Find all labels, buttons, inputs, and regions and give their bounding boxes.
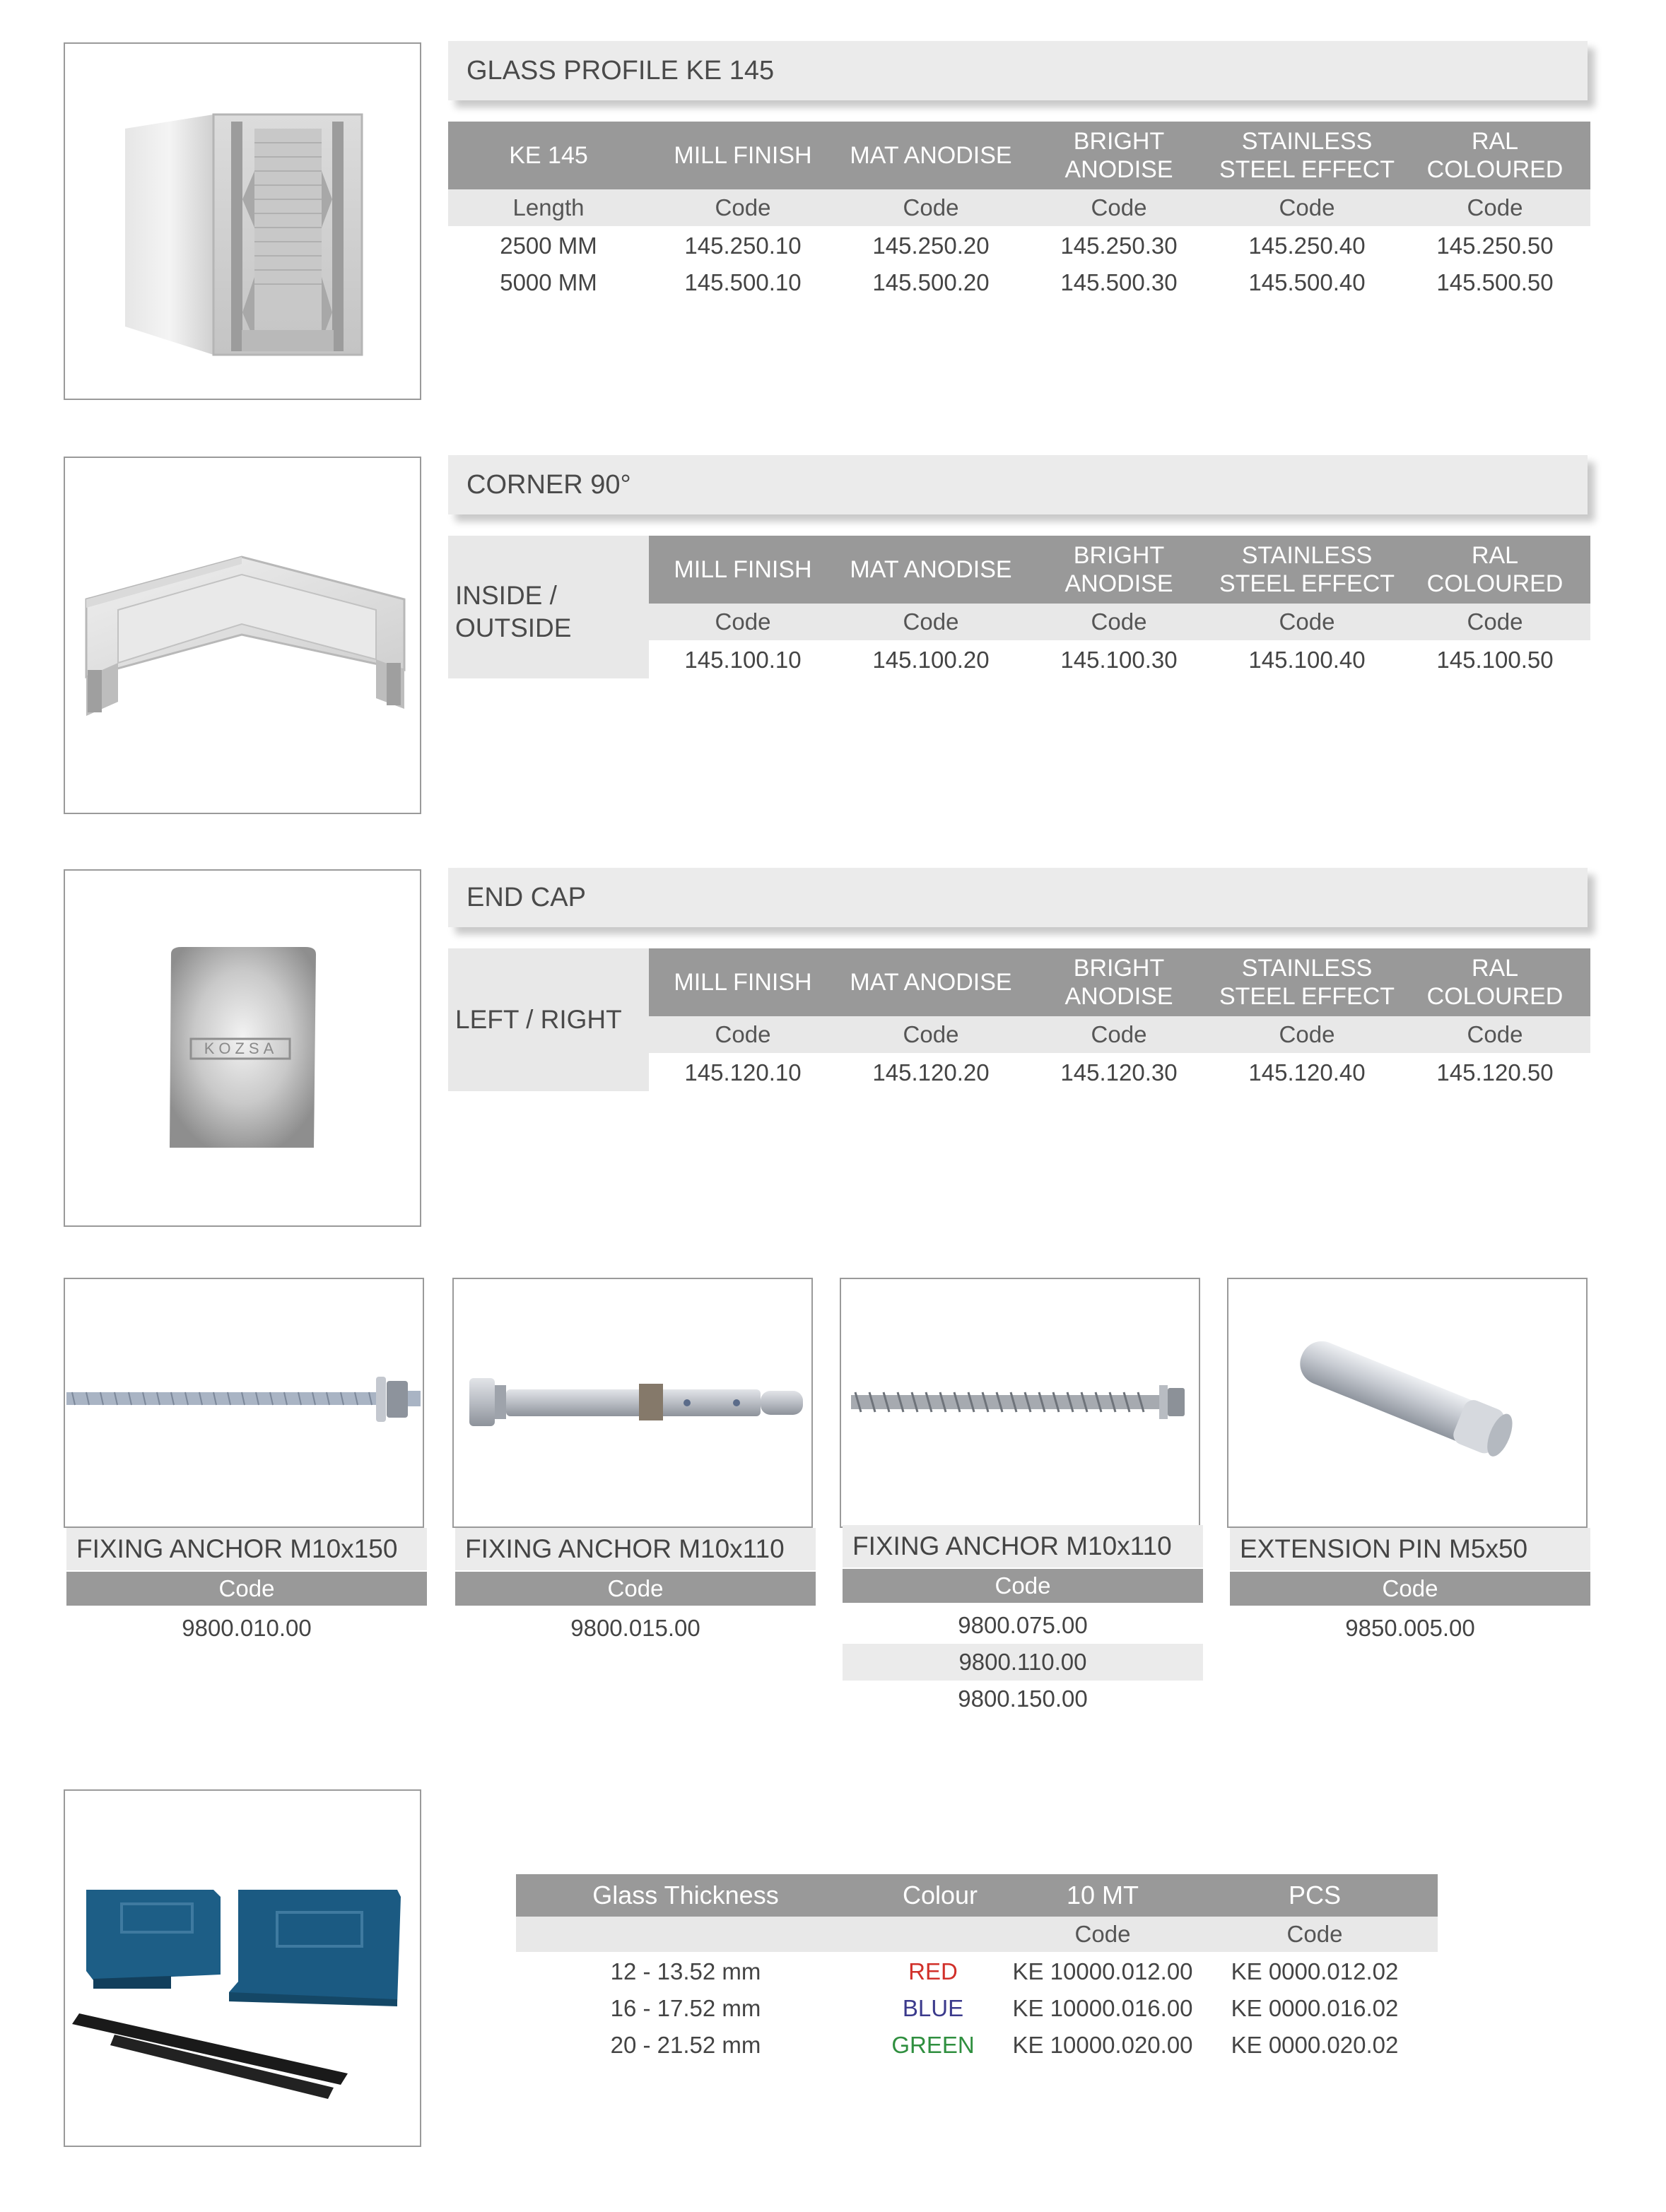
profile-image-box bbox=[64, 42, 421, 400]
profile-header-ral: RAL COLOURED bbox=[1426, 128, 1564, 183]
anchor-screw-image-box bbox=[840, 1278, 1200, 1528]
profile-row1-code: 145.250.10 bbox=[684, 233, 802, 259]
end-cap-logo-text: KOZSA bbox=[204, 1040, 278, 1057]
anchor-3-code-2: 9800.110.00 bbox=[843, 1644, 1203, 1681]
profile-row1-code: 145.250.20 bbox=[872, 233, 990, 259]
corner-row-label: INSIDE / OUTSIDE bbox=[455, 581, 572, 642]
profile-row1-code: 145.250.50 bbox=[1436, 233, 1554, 259]
anchor-2-title: FIXING ANCHOR M10x110 bbox=[455, 1528, 816, 1570]
profile-title: GLASS PROFILE KE 145 bbox=[448, 41, 1588, 100]
anchor-m10x110-image-box bbox=[452, 1278, 813, 1528]
gasket-row2-thickness: 16 - 17.52 mm bbox=[610, 1995, 761, 2021]
gasket-header-pcs: PCS bbox=[1288, 1881, 1342, 1910]
endcap-sub-code: Code bbox=[903, 1021, 959, 1047]
endcap-code: 145.120.10 bbox=[684, 1059, 802, 1086]
endcap-title: END CAP bbox=[448, 868, 1588, 927]
anchor-2-code-label: Code bbox=[455, 1572, 816, 1606]
profile-row1-code: 145.250.40 bbox=[1248, 233, 1366, 259]
profile-header-stainless: STAINLESS STEEL EFFECT bbox=[1219, 128, 1395, 183]
endcap-code: 145.120.30 bbox=[1060, 1059, 1178, 1086]
gasket-row3-colour: GREEN bbox=[891, 2032, 975, 2058]
profile-header-mill-finish: MILL FINISH bbox=[674, 142, 812, 169]
extension-pin-image bbox=[1228, 1279, 1586, 1526]
profile-row2-code: 145.500.40 bbox=[1248, 269, 1366, 295]
gasket-row3-10mt: KE 10000.020.00 bbox=[1012, 2032, 1193, 2058]
profile-sub-code: Code bbox=[1279, 194, 1335, 220]
profile-row2-code: 145.500.20 bbox=[872, 269, 990, 295]
endcap-sub-code: Code bbox=[1091, 1021, 1147, 1047]
corner-sub-code: Code bbox=[1279, 608, 1335, 635]
gasket-header-10mt: 10 MT bbox=[1066, 1881, 1139, 1910]
endcap-code: 145.120.20 bbox=[872, 1059, 990, 1086]
gasket-sub-code: Code bbox=[1286, 1921, 1343, 1947]
gasket-image-box bbox=[64, 1789, 421, 2147]
concrete-screw-image bbox=[841, 1279, 1199, 1526]
endcap-sub-code: Code bbox=[1279, 1021, 1335, 1047]
profile-row1-length: 2500 MM bbox=[500, 233, 597, 259]
corner-title: CORNER 90° bbox=[448, 455, 1588, 514]
corner-header-mill-finish: MILL FINISH bbox=[674, 556, 812, 583]
gasket-table bbox=[516, 1874, 1438, 2058]
endcap-row-label: LEFT / RIGHT bbox=[455, 1005, 622, 1034]
profile-sub-length: Length bbox=[512, 194, 585, 220]
gasket-row1-colour: RED bbox=[908, 1958, 958, 1984]
anchor-4-code-label: Code bbox=[1230, 1572, 1590, 1606]
gasket-header-colour: Colour bbox=[902, 1881, 978, 1910]
profile-sub-code: Code bbox=[1467, 194, 1523, 220]
endcap-header-bright-anodise: BRIGHT ANODISE bbox=[1064, 955, 1173, 1010]
profile-sub-code: Code bbox=[715, 194, 771, 220]
corner-table bbox=[448, 536, 1590, 678]
corner-code: 145.100.40 bbox=[1248, 647, 1366, 673]
endcap-header-ral: RAL COLOURED bbox=[1426, 955, 1564, 1010]
anchor-3-code-label: Code bbox=[843, 1569, 1203, 1603]
gasket-row1-thickness: 12 - 13.52 mm bbox=[610, 1958, 761, 1984]
corner-code: 145.100.50 bbox=[1436, 647, 1554, 673]
anchor-3-code-3: 9800.150.00 bbox=[958, 1686, 1088, 1712]
corner-code: 145.100.30 bbox=[1060, 647, 1178, 673]
gasket-row3-pcs: KE 0000.020.02 bbox=[1231, 2032, 1399, 2058]
anchor-4-code: 9850.005.00 bbox=[1345, 1615, 1475, 1641]
gasket-row1-pcs: KE 0000.012.02 bbox=[1231, 1958, 1399, 1984]
endcap-sub-code: Code bbox=[715, 1021, 771, 1047]
profile-sub-code: Code bbox=[1091, 194, 1147, 220]
gasket-row3-thickness: 20 - 21.52 mm bbox=[610, 2032, 761, 2058]
endcap-image-box bbox=[64, 869, 421, 1227]
gasket-sub-code: Code bbox=[1074, 1921, 1131, 1947]
sleeve-anchor-image bbox=[454, 1279, 811, 1526]
anchor-2-code: 9800.015.00 bbox=[570, 1615, 700, 1641]
gasket-header-thickness: Glass Thickness bbox=[592, 1881, 779, 1910]
corner-sub-code: Code bbox=[903, 608, 959, 635]
profile-table bbox=[448, 122, 1590, 308]
anchor-1-title: FIXING ANCHOR M10x150 bbox=[66, 1528, 427, 1570]
profile-row2-code: 145.500.50 bbox=[1436, 269, 1554, 295]
profile-header-ke145: KE 145 bbox=[509, 142, 588, 169]
anchor-1-code-label: Code bbox=[66, 1572, 427, 1606]
endcap-table bbox=[448, 948, 1590, 1091]
endcap-sub-code: Code bbox=[1467, 1021, 1523, 1047]
anchor-1-code: 9800.010.00 bbox=[182, 1615, 312, 1641]
profile-header-mat-anodise: MAT ANODISE bbox=[850, 142, 1012, 169]
profile-row2-code: 145.500.10 bbox=[684, 269, 802, 295]
corner-profile-image bbox=[65, 458, 420, 813]
corner-header-stainless: STAINLESS STEEL EFFECT bbox=[1219, 542, 1395, 597]
corner-image-box bbox=[64, 457, 421, 814]
corner-code: 145.100.10 bbox=[684, 647, 802, 673]
corner-header-mat-anodise: MAT ANODISE bbox=[850, 556, 1012, 583]
endcap-header-mill-finish: MILL FINISH bbox=[674, 969, 812, 996]
corner-sub-code: Code bbox=[1091, 608, 1147, 635]
anchor-m10x150-image-box bbox=[64, 1278, 424, 1528]
profile-row1-code: 145.250.30 bbox=[1060, 233, 1178, 259]
gasket-image bbox=[65, 1791, 420, 2146]
anchor-4-title: EXTENSION PIN M5x50 bbox=[1230, 1528, 1590, 1570]
profile-header-bright-anodise: BRIGHT ANODISE bbox=[1064, 128, 1173, 183]
profile-row2-code: 145.500.30 bbox=[1060, 269, 1178, 295]
glass-profile-image bbox=[65, 44, 420, 399]
endcap-code: 145.120.40 bbox=[1248, 1059, 1366, 1086]
gasket-row2-10mt: KE 10000.016.00 bbox=[1012, 1995, 1193, 2021]
gasket-row2-pcs: KE 0000.016.02 bbox=[1231, 1995, 1399, 2021]
corner-code: 145.100.20 bbox=[872, 647, 990, 673]
gasket-row1-10mt: KE 10000.012.00 bbox=[1012, 1958, 1193, 1984]
profile-sub-code: Code bbox=[903, 194, 959, 220]
endcap-header-stainless: STAINLESS STEEL EFFECT bbox=[1219, 955, 1395, 1010]
corner-header-bright-anodise: BRIGHT ANODISE bbox=[1064, 542, 1173, 597]
corner-sub-code: Code bbox=[715, 608, 771, 635]
endcap-header-mat-anodise: MAT ANODISE bbox=[850, 969, 1012, 996]
corner-sub-code: Code bbox=[1467, 608, 1523, 635]
endcap-code: 145.120.50 bbox=[1436, 1059, 1554, 1086]
anchor-3-code-1: 9800.075.00 bbox=[958, 1612, 1088, 1638]
profile-row2-length: 5000 MM bbox=[500, 269, 597, 295]
corner-header-ral: RAL COLOURED bbox=[1426, 542, 1564, 597]
gasket-row2-colour: BLUE bbox=[902, 1995, 964, 2021]
extension-pin-image-box bbox=[1227, 1278, 1588, 1528]
anchor-3-title: FIXING ANCHOR M10x110 bbox=[843, 1525, 1203, 1567]
threaded-rod-image bbox=[65, 1279, 423, 1526]
